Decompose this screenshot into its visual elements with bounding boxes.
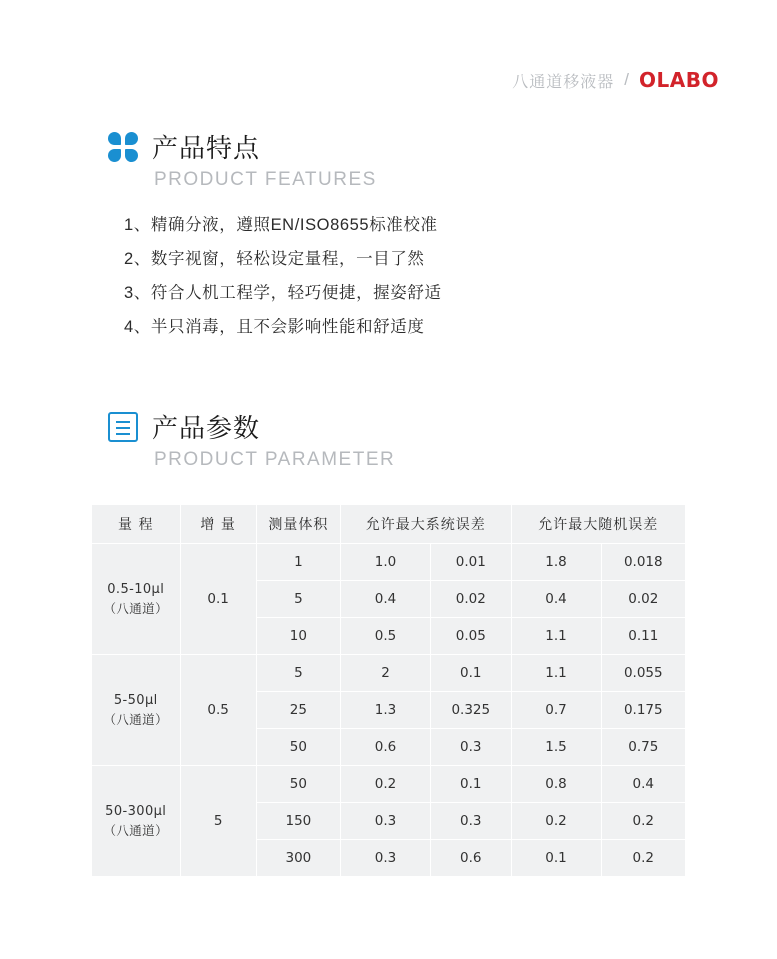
cell-sys-b: 0.3	[431, 729, 511, 766]
cell-volume: 5	[256, 581, 340, 618]
column-header-systematic-error: 允许最大系统误差	[340, 505, 511, 544]
cell-range-sub: （八通道）	[103, 823, 168, 838]
cell-rand-a: 0.2	[511, 803, 601, 840]
section-title: 产品特点	[152, 133, 261, 163]
cell-range-sub: （八通道）	[103, 601, 168, 616]
table-row	[92, 655, 686, 692]
cell-sys-b: 0.1	[431, 655, 511, 692]
cell-rand-a: 0.4	[511, 581, 601, 618]
cell-range	[92, 766, 181, 877]
table-header	[92, 505, 686, 544]
cell-rand-b: 0.75	[601, 729, 685, 766]
cell-volume: 5	[256, 655, 340, 692]
cell-sys-a: 1.3	[340, 692, 430, 729]
cell-sys-a: 0.2	[340, 766, 430, 803]
clover-icon	[108, 132, 138, 162]
cell-rand-b: 0.018	[601, 544, 685, 581]
cell-volume: 25	[256, 692, 340, 729]
spec-table	[91, 504, 686, 877]
table-row	[92, 766, 686, 803]
cell-volume: 1	[256, 544, 340, 581]
cell-volume: 150	[256, 803, 340, 840]
cell-range	[92, 544, 181, 655]
cell-volume: 50	[256, 729, 340, 766]
table-row	[92, 544, 686, 581]
cell-rand-a: 1.1	[511, 618, 601, 655]
cell-rand-a: 1.1	[511, 655, 601, 692]
table-header-row	[92, 505, 686, 544]
cell-rand-b: 0.02	[601, 581, 685, 618]
cell-rand-a: 1.5	[511, 729, 601, 766]
header-product-name: 八通道移液器	[512, 73, 615, 91]
cell-sys-a: 2	[340, 655, 430, 692]
cell-rand-a: 0.1	[511, 840, 601, 877]
cell-volume: 10	[256, 618, 340, 655]
cell-rand-a: 0.8	[511, 766, 601, 803]
section-heading	[108, 128, 377, 165]
section-subtitle: PRODUCT PARAMETER	[154, 449, 396, 470]
cell-range-main: 5-50μl	[113, 693, 158, 708]
cell-increment: 5	[180, 766, 256, 877]
cell-sys-a: 0.3	[340, 840, 430, 877]
page-header	[512, 68, 719, 92]
cell-rand-b: 0.175	[601, 692, 685, 729]
cell-rand-b: 0.11	[601, 618, 685, 655]
cell-rand-a: 1.8	[511, 544, 601, 581]
cell-sys-a: 0.5	[340, 618, 430, 655]
column-header-increment: 增 量	[180, 505, 256, 544]
column-header-random-error: 允许最大随机误差	[511, 505, 686, 544]
section-product-features	[108, 128, 377, 191]
cell-range-main: 50-300μl	[105, 804, 167, 819]
column-header-range: 量 程	[92, 505, 181, 544]
header-separator: /	[624, 70, 630, 89]
section-product-parameter	[108, 408, 395, 471]
cell-sys-b: 0.05	[431, 618, 511, 655]
cell-sys-a: 0.3	[340, 803, 430, 840]
cell-volume: 50	[256, 766, 340, 803]
feature-list	[124, 208, 442, 344]
cell-sys-b: 0.1	[431, 766, 511, 803]
cell-range-main: 0.5-10μl	[107, 582, 165, 597]
cell-volume: 300	[256, 840, 340, 877]
list-item: 3、符合人机工程学，轻巧便捷，握姿舒适	[124, 284, 442, 302]
cell-increment: 0.1	[180, 544, 256, 655]
cell-rand-b: 0.055	[601, 655, 685, 692]
cell-range-sub: （八通道）	[103, 712, 168, 727]
cell-sys-b: 0.3	[431, 803, 511, 840]
list-item: 4、半只消毒，且不会影响性能和舒适度	[124, 318, 425, 336]
section-title: 产品参数	[152, 413, 261, 443]
list-icon	[108, 412, 138, 442]
list-item: 1、精确分液，遵照EN/ISO8655标准校准	[124, 216, 438, 234]
cell-sys-b: 0.6	[431, 840, 511, 877]
cell-sys-b: 0.01	[431, 544, 511, 581]
cell-sys-b: 0.02	[431, 581, 511, 618]
cell-rand-b: 0.2	[601, 840, 685, 877]
cell-sys-a: 1.0	[340, 544, 430, 581]
list-item: 2、数字视窗，轻松设定量程，一目了然	[124, 250, 425, 268]
column-header-volume: 测量体积	[256, 505, 340, 544]
section-heading	[108, 408, 395, 445]
cell-sys-a: 0.6	[340, 729, 430, 766]
section-subtitle: PRODUCT FEATURES	[154, 169, 377, 190]
cell-rand-b: 0.4	[601, 766, 685, 803]
cell-rand-a: 0.7	[511, 692, 601, 729]
brand-logo: OLABO	[639, 68, 719, 92]
cell-rand-b: 0.2	[601, 803, 685, 840]
cell-sys-b: 0.325	[431, 692, 511, 729]
table-body	[92, 544, 686, 877]
cell-sys-a: 0.4	[340, 581, 430, 618]
cell-range	[92, 655, 181, 766]
cell-increment: 0.5	[180, 655, 256, 766]
